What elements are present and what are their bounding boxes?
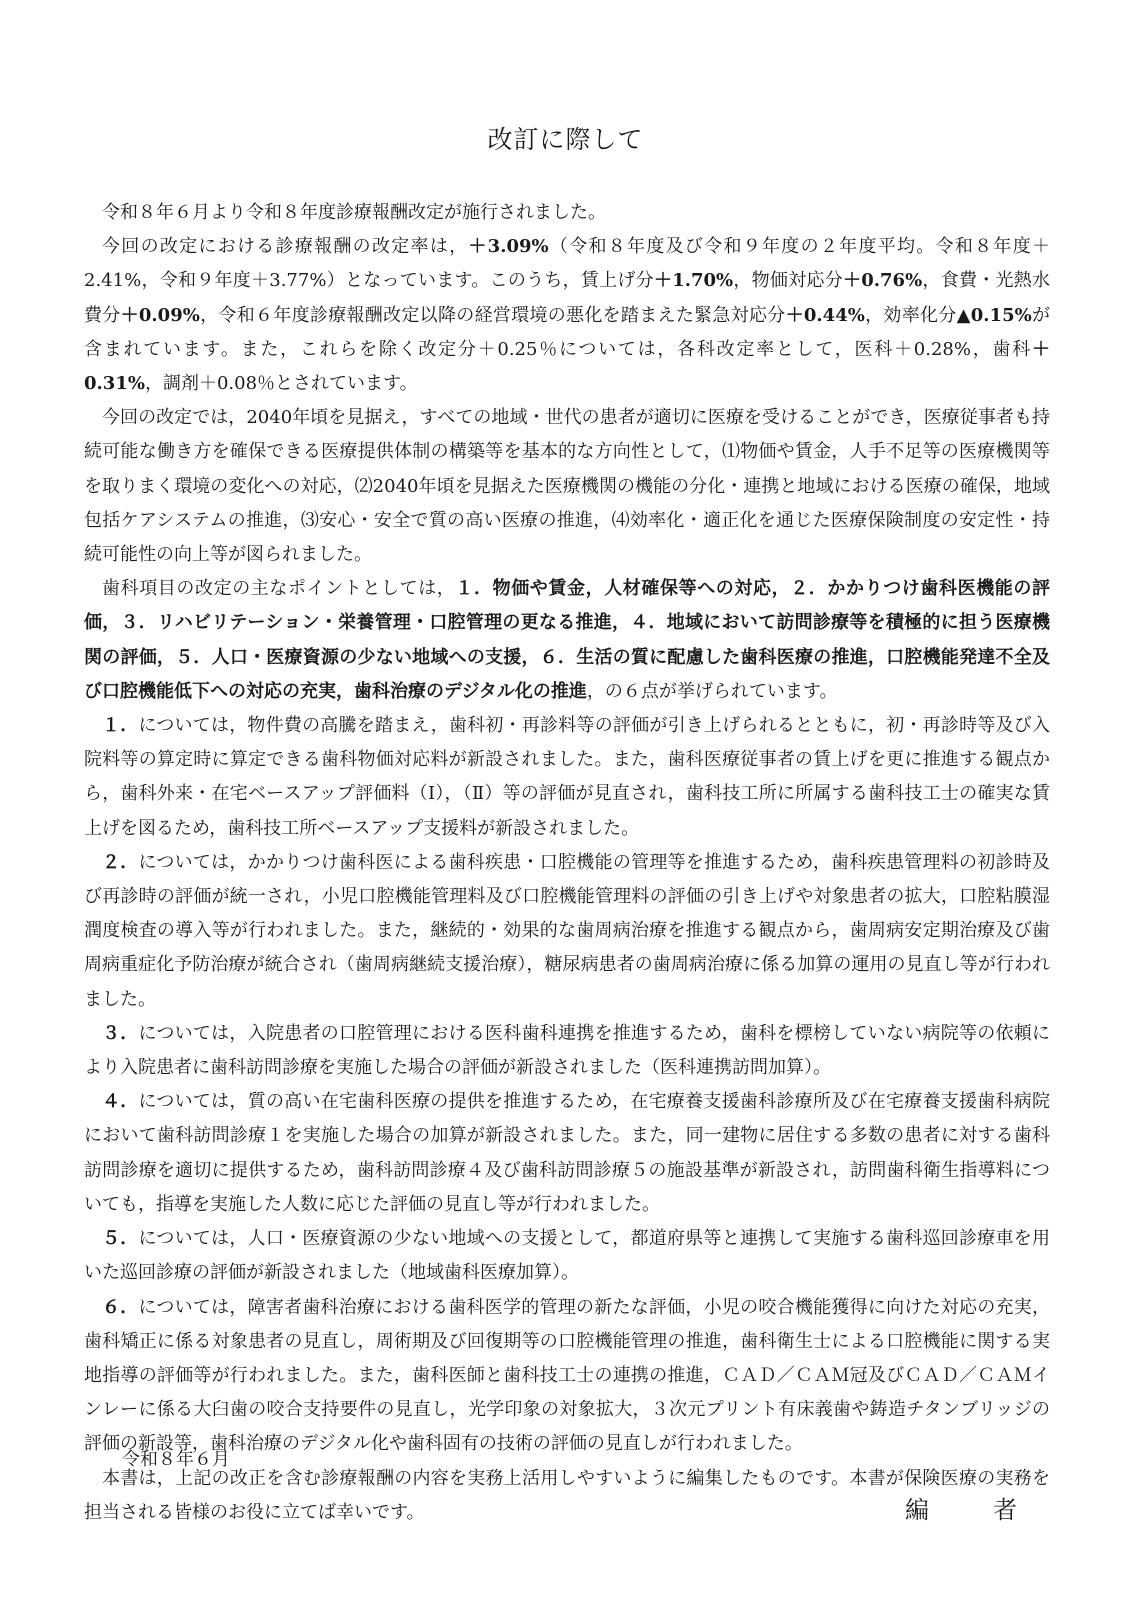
- point-text: については，障害者歯科治療における歯科医学的管理の新たな評価，小児の咬合機能獲得に向けた対応の充実，歯科矯正に係る対象患者の見直し，周術期及び回復期等の口腔機能管理の推進，歯科衛生士による口腔機能に関する実地指導の評価等が行われました。また，歯科医師と歯科技工士の連携の推進，ＣＡＤ／ＣＡＭ冠及びＣＡＤ／ＣＡＭインレーに係る大臼歯の咬合支持要件の見直し，光学印象の対象拡大，３次元プリント有床義歯や鋳造チタンブリッジの評価の新設等，歯科治療のデジタル化や歯科固有の技術の評価の見直しが行われました。: [84, 1296, 1051, 1455]
- text-segment: が含まれています。また，これらを除く改定分＋0.25％については，各科改定率として，医科＋0.28%，歯科: [84, 304, 1051, 360]
- point-number: ３．: [102, 1022, 139, 1044]
- point-number: ５．: [102, 1228, 139, 1250]
- paragraph-point-4: [84, 1085, 1050, 1222]
- text-segment: 歯科項目の改定の主なポイントとしては，: [102, 578, 456, 600]
- point-number: ４．: [102, 1091, 139, 1113]
- point-text: については，物件費の高騰を踏まえ，歯科初・再診料等の評価が引き上げられるとともに，初・再診時等及び入院料等の算定時に算定できる歯科物価対応料が新設されました。また，歯科医療従事者の賃上げを更に推進する観点から，歯科外来・在宅ベースアップ評価料（Ⅰ），（Ⅱ）等の評価が見直され，歯科技工所に所属する歯科技工士の確実な賃上げを図るため，歯科技工所ベースアップ支援料が新設されました。: [84, 715, 1051, 839]
- paragraph-point-2: [84, 846, 1050, 1017]
- bold-segment: ＋0.76%: [842, 270, 923, 292]
- bold-segment: ▲0.15%: [956, 304, 1032, 326]
- document-body: [84, 196, 1050, 1530]
- paragraph-point-3: [84, 1017, 1050, 1085]
- point-number: １．: [102, 715, 139, 737]
- editor-signature: 編 者: [905, 1496, 1037, 1524]
- bold-segment: ＋1.70%: [653, 270, 734, 292]
- page-title: 改訂に際して: [487, 125, 644, 154]
- paragraph-point-5: [84, 1222, 1050, 1290]
- point-number: ６．: [102, 1296, 139, 1318]
- paragraph-closing: 本書は，上記の改正を含む診療報酬の内容を実務上活用しやすいように編集したものです。本書が保険医療の実務を担当される皆様のお役に立てば幸いです。: [84, 1467, 1050, 1523]
- text-segment: ，令和６年度診療報酬改定以降の経営環境の悪化を踏まえた緊急対応分: [199, 304, 786, 326]
- text-segment: ，物価対応分: [733, 270, 843, 292]
- text-segment: ，調剤＋0.08％とされています。: [144, 373, 418, 395]
- bold-segment: ＋0.44%: [785, 304, 865, 326]
- publication-date: 令和８年６月: [122, 1449, 230, 1470]
- point-number: ２．: [102, 851, 139, 873]
- bold-segment: ＋0.31%: [84, 338, 1050, 395]
- paragraph-intro: 令和８年６月より令和８年度診療報酬改定が施行されました。: [102, 202, 606, 223]
- text-segment: ，効率化分: [864, 304, 957, 326]
- paragraph-dental-points: [84, 572, 1050, 709]
- paragraph-direction: 今回の改定では，2040年頃を見据え，すべての地域・世代の患者が適切に医療を受けることができ，医療従事者も持続可能な働き方を確保できる医療提供体制の構築等を基本的な方向性として，⑴物価や賃金，人手不足等の医療機関等を取りまく環境の変化への対応，⑵2040年頃を見据えた医療機関の機能の分化・連携と地域における医療の確保，地域包括ケアシステムの推進，⑶安心・安全で質の高い医療の推進，⑷効率化・適正化を通じた医療保険制度の安定性・持続可能性の向上等が図られました。: [84, 407, 1050, 566]
- bold-segment: ＋3.09%: [468, 236, 549, 258]
- bold-segment: １．物価や賃金，人材確保等への対応，２．かかりつけ歯科医機能の評価，３．リハビリテーション・栄養管理・口腔管理の更なる推進，４．地域において訪問診療等を積極的に担う医療機関の評価，５．人口・医療資源の少ない地域への支援，６．生活の質に配慮した歯科医療の推進，口腔機能発達不全及び口腔機能低下への対応の充実，歯科治療のデジタル化の推進: [84, 578, 1051, 702]
- point-text: については，入院患者の口腔管理における医科歯科連携を推進するため，歯科を標榜していない病院等の依頼により入院患者に歯科訪問診療を実施した場合の評価が新設されました（医科連携訪問加算）。: [84, 1022, 1050, 1079]
- text-segment: ，食費・光熱水費分: [84, 270, 1050, 326]
- text-segment: 今回の改定における診療報酬の改定率は，: [102, 236, 469, 258]
- text-segment: ，の６点が挙げられています。: [586, 680, 838, 702]
- text-segment: （令和８年度及び令和９年度の２年度平均。令和８年度＋2.41%，令和９年度＋3.77%）となっています。このうち，賃上げ分: [84, 236, 1050, 292]
- paragraph-point-6: [84, 1291, 1050, 1462]
- paragraph-point-1: [84, 709, 1050, 846]
- paragraph-revision-rate: [84, 230, 1050, 401]
- point-text: については，人口・医療資源の少ない地域への支援として，都道府県等と連携して実施する歯科巡回診療車を用いた巡回診療の評価が新設されました（地域歯科医療加算）。: [84, 1228, 1050, 1284]
- point-text: については，かかりつけ歯科医による歯科疾患・口腔機能の管理等を推進するため，歯科疾患管理料の初診時及び再診時の評価が統一され，小児口腔機能管理料及び口腔機能管理料の評価の引き上げや対象患者の拡大，口腔粘膜湿潤度検査の導入等が行われました。また，継続的・効果的な歯周病治療を推進する観点から，歯周病安定期治療及び歯周病重症化予防治療が統合され（歯周病継続支援治療），糖尿病患者の歯周病治療に係る加算の運用の見直し等が行われました。: [84, 851, 1050, 1010]
- point-text: については，質の高い在宅歯科医療の提供を推進するため，在宅療養支援歯科診療所及び在宅療養支援歯科病院において歯科訪問診療１を実施した場合の加算が新設されました。また，同一建物に居住する多数の患者に対する歯科訪問診療を適切に提供するため，歯科訪問診療４及び歯科訪問診療５の施設基準が新設され，訪問歯科衛生指導料についても，指導を実施した人数に応じた評価の見直し等が行われました。: [84, 1091, 1050, 1215]
- bold-segment: ＋0.09%: [120, 304, 200, 326]
